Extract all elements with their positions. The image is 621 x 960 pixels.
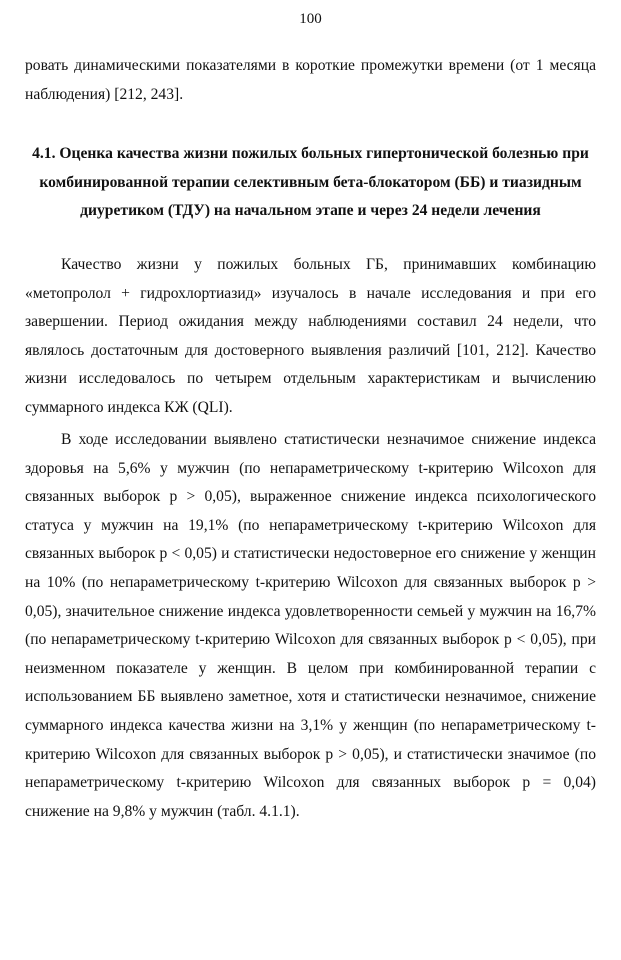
body-paragraph-1: Качество жизни у пожилых больных ГБ, принимавших комбинацию «метопролол + гидрохлортиазид» изучалось в начале исследования и при его завершении. Период ожидания между наблюдениями составил 24 недели, что являлось достаточным для достоверного выявления различий [101, 212]. Качество жизни исследовалось по четырем отдельным характеристикам и вычислению суммарного индекса КЖ (QLI). xyxy=(25,256,596,416)
body-paragraph-2: В ходе исследовании выявлено статистически незначимое снижение индекса здоровья на 5,6% у мужчин (по непараметрическому t-критерию Wilcoxon для связанных выборок p > 0,05), выраженное снижение индекса психологического статуса у мужчин на 19,1% (по непараметрическому t-критерию Wilcoxon для связанных выборок p < 0,05) и статистически недостоверное его снижение у женщин на 10% (по непараметрическому t-критерию Wilcoxon для связанных выборок p > 0,05), значительное снижение индекса удовлетворенности семьей у мужчин на 16,7% (по непараметрическому t-критерию Wilcoxon для связанных выборок p < 0,05), при неизменном показателе у женщин. В целом при комбинированной терапии с использованием ББ выявлено заметное, хотя и статистически незначимое, снижение суммарного индекса качества жизни на 3,1% у женщин (по непараметрическому t-критерию Wilcoxon для связанных выборок p > 0,05), и статистически значимое (по непараметрическому t-критерию Wilcoxon для связанных выборок p = 0,04) снижение на 9,8% у мужчин (табл. 4.1.1). xyxy=(25,431,596,820)
section-heading: 4.1. Оценка качества жизни пожилых больных гипертонической болезнью при комбинированной терапии селективным бета-блокатором (ББ) и тиазидным диуретиком (ТДУ) на начальном этапе и через 24 недели лечения xyxy=(32,145,589,220)
carry-over-paragraph: ровать динамическими показателями в короткие промежутки времени (от 1 месяца наблюдения) [212, 243]. xyxy=(25,57,596,103)
page-number: 100 xyxy=(299,11,322,27)
